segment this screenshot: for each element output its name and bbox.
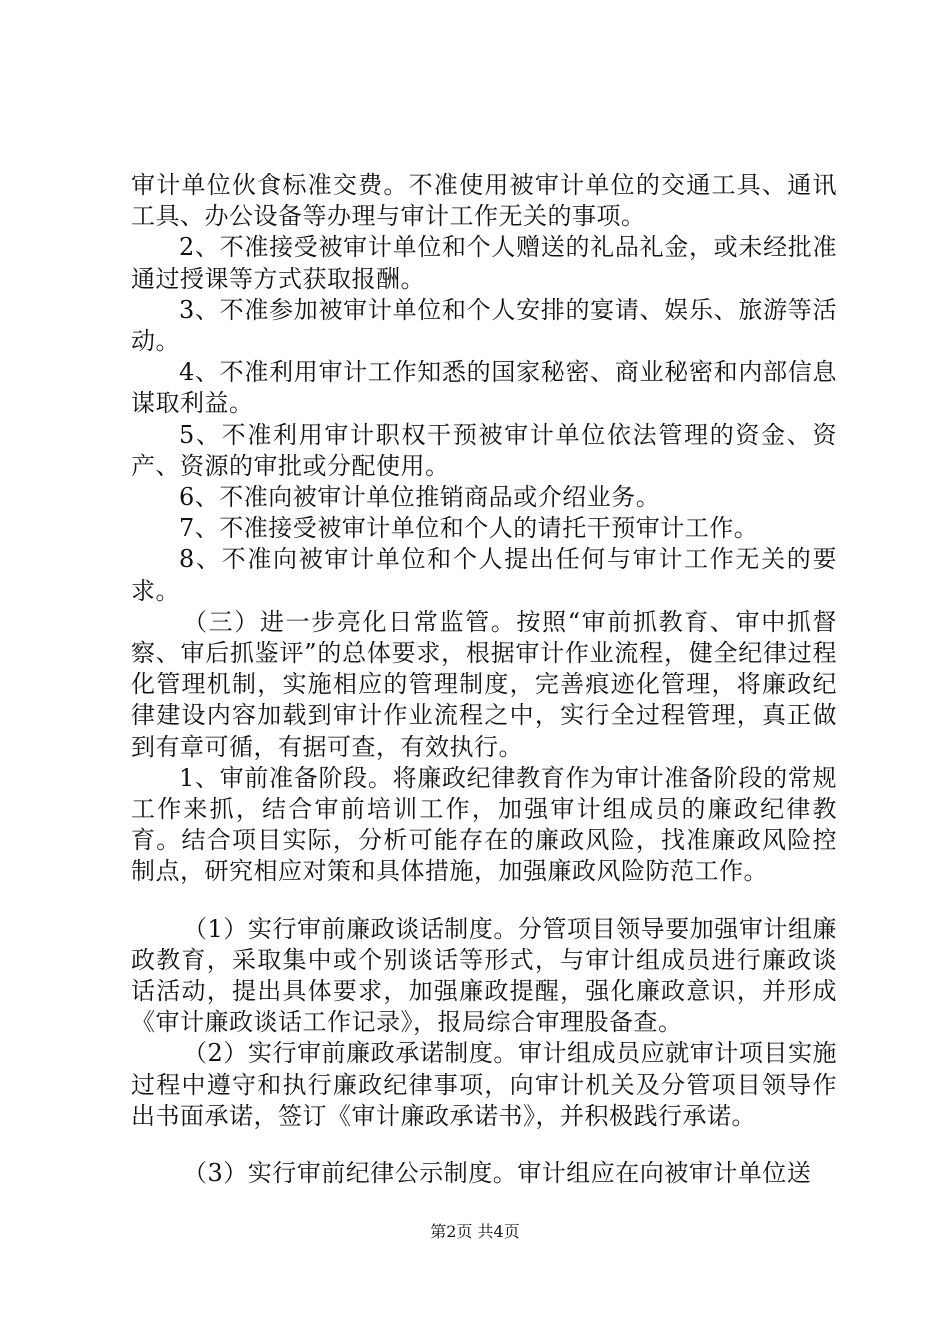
paragraph-rule-4: 4、不准利用审计工作知悉的国家秘密、商业秘密和内部信息谋取利益。 [131, 358, 837, 418]
paragraph-rule-8: 8、不准向被审计单位和个人提出任何与审计工作无关的要求。 [131, 545, 837, 605]
paragraph-item-1: （1）实行审前廉政谈话制度。分管项目领导要加强审计组廉政教育，采取集中或个别谈话等形式，与审计组成员进行廉政谈话活动，提出具体要求，加强廉政提醒，强化廉政意识，并形成《审计廉政谈话工作记录》，报局综合审理股备查。 [131, 914, 837, 1037]
paragraph-rule-2: 2、不准接受被审计单位和个人赠送的礼品礼金，或未经批准通过授课等方式获取报酬。 [131, 233, 837, 293]
paragraph-rule-7: 7、不准接受被审计单位和个人的请托干预审计工作。 [179, 514, 759, 543]
paragraph-rule-3: 3、不准参加被审计单位和个人安排的宴请、娱乐、旅游等活动。 [131, 295, 837, 356]
paragraph-item-3: （3）实行审前纪律公示制度。审计组应在向被审计单位送 [183, 1159, 812, 1188]
paragraph-rule-5: 5、不准利用审计职权干预被审计单位依法管理的资金、资产、资源的审批或分配使用。 [131, 420, 837, 480]
paragraph-continuation: 审计单位伙食标准交费。不准使用被审计单位的交通工具、通讯工具、办公设备等办理与审计工作无关的事项。 [131, 171, 837, 231]
page-number-footer: 第2页 共4页 [430, 1222, 520, 1241]
paragraph-item-2: （2）实行审前廉政承诺制度。审计组成员应就审计项目实施过程中遵守和执行廉政纪律事项，向审计机关及分管项目领导作出书面承诺，签订《审计廉政承诺书》，并积极践行承诺。 [131, 1039, 837, 1130]
paragraph-gap [131, 888, 837, 914]
document-body [131, 170, 837, 1189]
paragraph-rule-6: 6、不准向被审计单位推销商品或介绍业务。 [179, 483, 661, 512]
paragraph-section-3: （三）进一步亮化日常监管。按照“审前抓教育、审中抓督察、审后抓鉴评”的总体要求，根据审计作业流程，健全纪律过程化管理机制，实施相应的管理制度，完善痕迹化管理，将廉政纪律建设内容加载到审计作业流程之中，实行全过程管理，真正做到有章可循，有据可查，有效执行。 [131, 607, 837, 761]
paragraph-pre-audit-stage: 1、审前准备阶段。将廉政纪律教育作为审计准备阶段的常规工作来抓，结合审前培训工作，加强审计组成员的廉政纪律教育。结合项目实际，分析可能存在的廉政风险，找准廉政风险控制点，研究相应对策和具体措施，加强廉政风险防范工作。 [131, 763, 837, 886]
paragraph-gap [131, 1132, 837, 1158]
